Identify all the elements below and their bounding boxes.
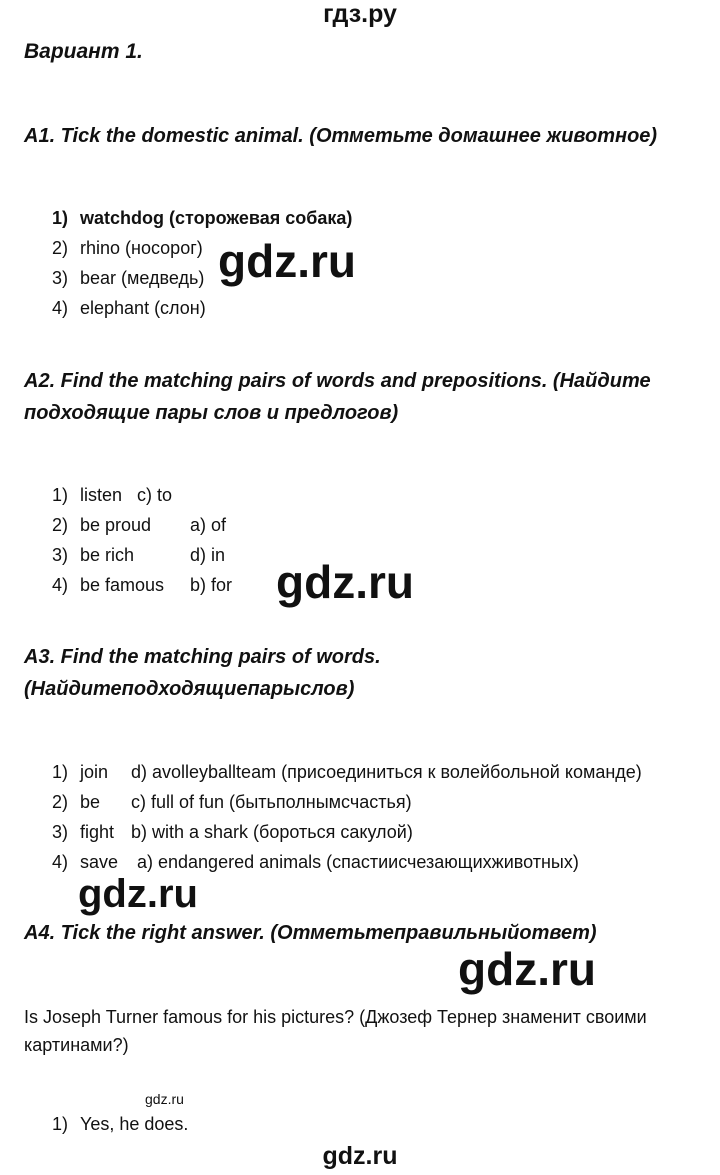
watermark: gdz.ru: [145, 1091, 184, 1107]
watermark: gdz.ru: [458, 943, 596, 995]
site-header: гдз.ру: [323, 0, 397, 28]
a4-text-line2: картинами?): [24, 1035, 129, 1055]
pair-number: 3): [52, 822, 69, 842]
option-text: rhino (носорог): [80, 238, 203, 258]
option-number: 3): [52, 268, 69, 288]
a3-pair-4: [52, 852, 118, 873]
a2-pair-1-match: c) to: [137, 485, 173, 505]
option-number: 4): [52, 298, 69, 318]
a1-option-1: [52, 208, 352, 229]
option-number: 1): [52, 208, 69, 228]
option-text: watchdog (сторожевая собака): [80, 208, 353, 228]
a3-pair-3: [52, 822, 114, 843]
pair-word: save: [80, 852, 119, 872]
a3-pair-2: [52, 792, 100, 813]
pair-number: 3): [52, 545, 69, 565]
a1-option-3: [52, 268, 204, 289]
a3-pair-2-match: c) full of fun (бытьполнымсчастья): [131, 792, 412, 812]
question-a3-line1: A3. Find the matching pairs of words.: [24, 646, 381, 668]
pair-word: be: [80, 792, 101, 812]
option-text: bear (медведь): [80, 268, 205, 288]
watermark: gdz.ru: [218, 235, 356, 287]
pair-number: 4): [52, 852, 69, 872]
a1-option-2: [52, 238, 203, 259]
a3-pair-1: [52, 762, 108, 783]
pair-number: 1): [52, 762, 69, 782]
question-a3-line2: (Найдитеподходящиепарыслов): [24, 678, 355, 700]
option-text: Yes, he does.: [80, 1114, 189, 1134]
pair-number: 2): [52, 515, 69, 535]
variant-title: Вариант 1.: [24, 40, 143, 63]
watermark: gdz.ru: [276, 556, 414, 608]
a4-option-1: [52, 1114, 188, 1135]
question-a2-line1: A2. Find the matching pairs of words and prepositions. (Найдите: [24, 370, 651, 392]
a2-pair-3-match: d) in: [190, 545, 226, 565]
a2-pair-4: [52, 575, 164, 596]
pair-number: 2): [52, 792, 69, 812]
a3-pair-1-match: d) avolleyballteam (присоединиться к волейбольной команде): [131, 762, 642, 782]
a3-pair-4-match: a) endangered animals (спастиисчезающихживотных): [137, 852, 579, 872]
pair-word: be rich: [80, 545, 135, 565]
option-number: 1): [52, 1114, 69, 1134]
pair-word: fight: [80, 822, 115, 842]
watermark: gdz.ru: [78, 872, 198, 916]
a2-pair-3: [52, 545, 134, 566]
a1-option-4: [52, 298, 206, 319]
question-a4: A4. Tick the right answer. (Отметьтеправильныйответ): [24, 922, 597, 944]
pair-word: listen: [80, 485, 123, 505]
a4-text-line1: Is Joseph Turner famous for his pictures? (Джозеф Тернер знаменит своими: [24, 1007, 647, 1027]
pair-word: be proud: [80, 515, 152, 535]
pair-number: 4): [52, 575, 69, 595]
pair-word: join: [80, 762, 109, 782]
question-a1: A1. Tick the domestic animal. (Отметьте домашнее животное): [24, 125, 658, 147]
a2-pair-2-match: a) of: [190, 515, 227, 535]
a3-pair-3-match: b) with a shark (бороться сакулой): [131, 822, 413, 842]
option-number: 2): [52, 238, 69, 258]
question-a2-line2: подходящие пары слов и предлогов): [24, 402, 399, 424]
site-footer: gdz.ru: [322, 1142, 398, 1170]
a2-pair-1: [52, 485, 122, 506]
option-text: elephant (слон): [80, 298, 206, 318]
a2-pair-4-match: b) for: [190, 575, 233, 595]
pair-word: be famous: [80, 575, 165, 595]
a2-pair-2: [52, 515, 151, 536]
pair-number: 1): [52, 485, 69, 505]
